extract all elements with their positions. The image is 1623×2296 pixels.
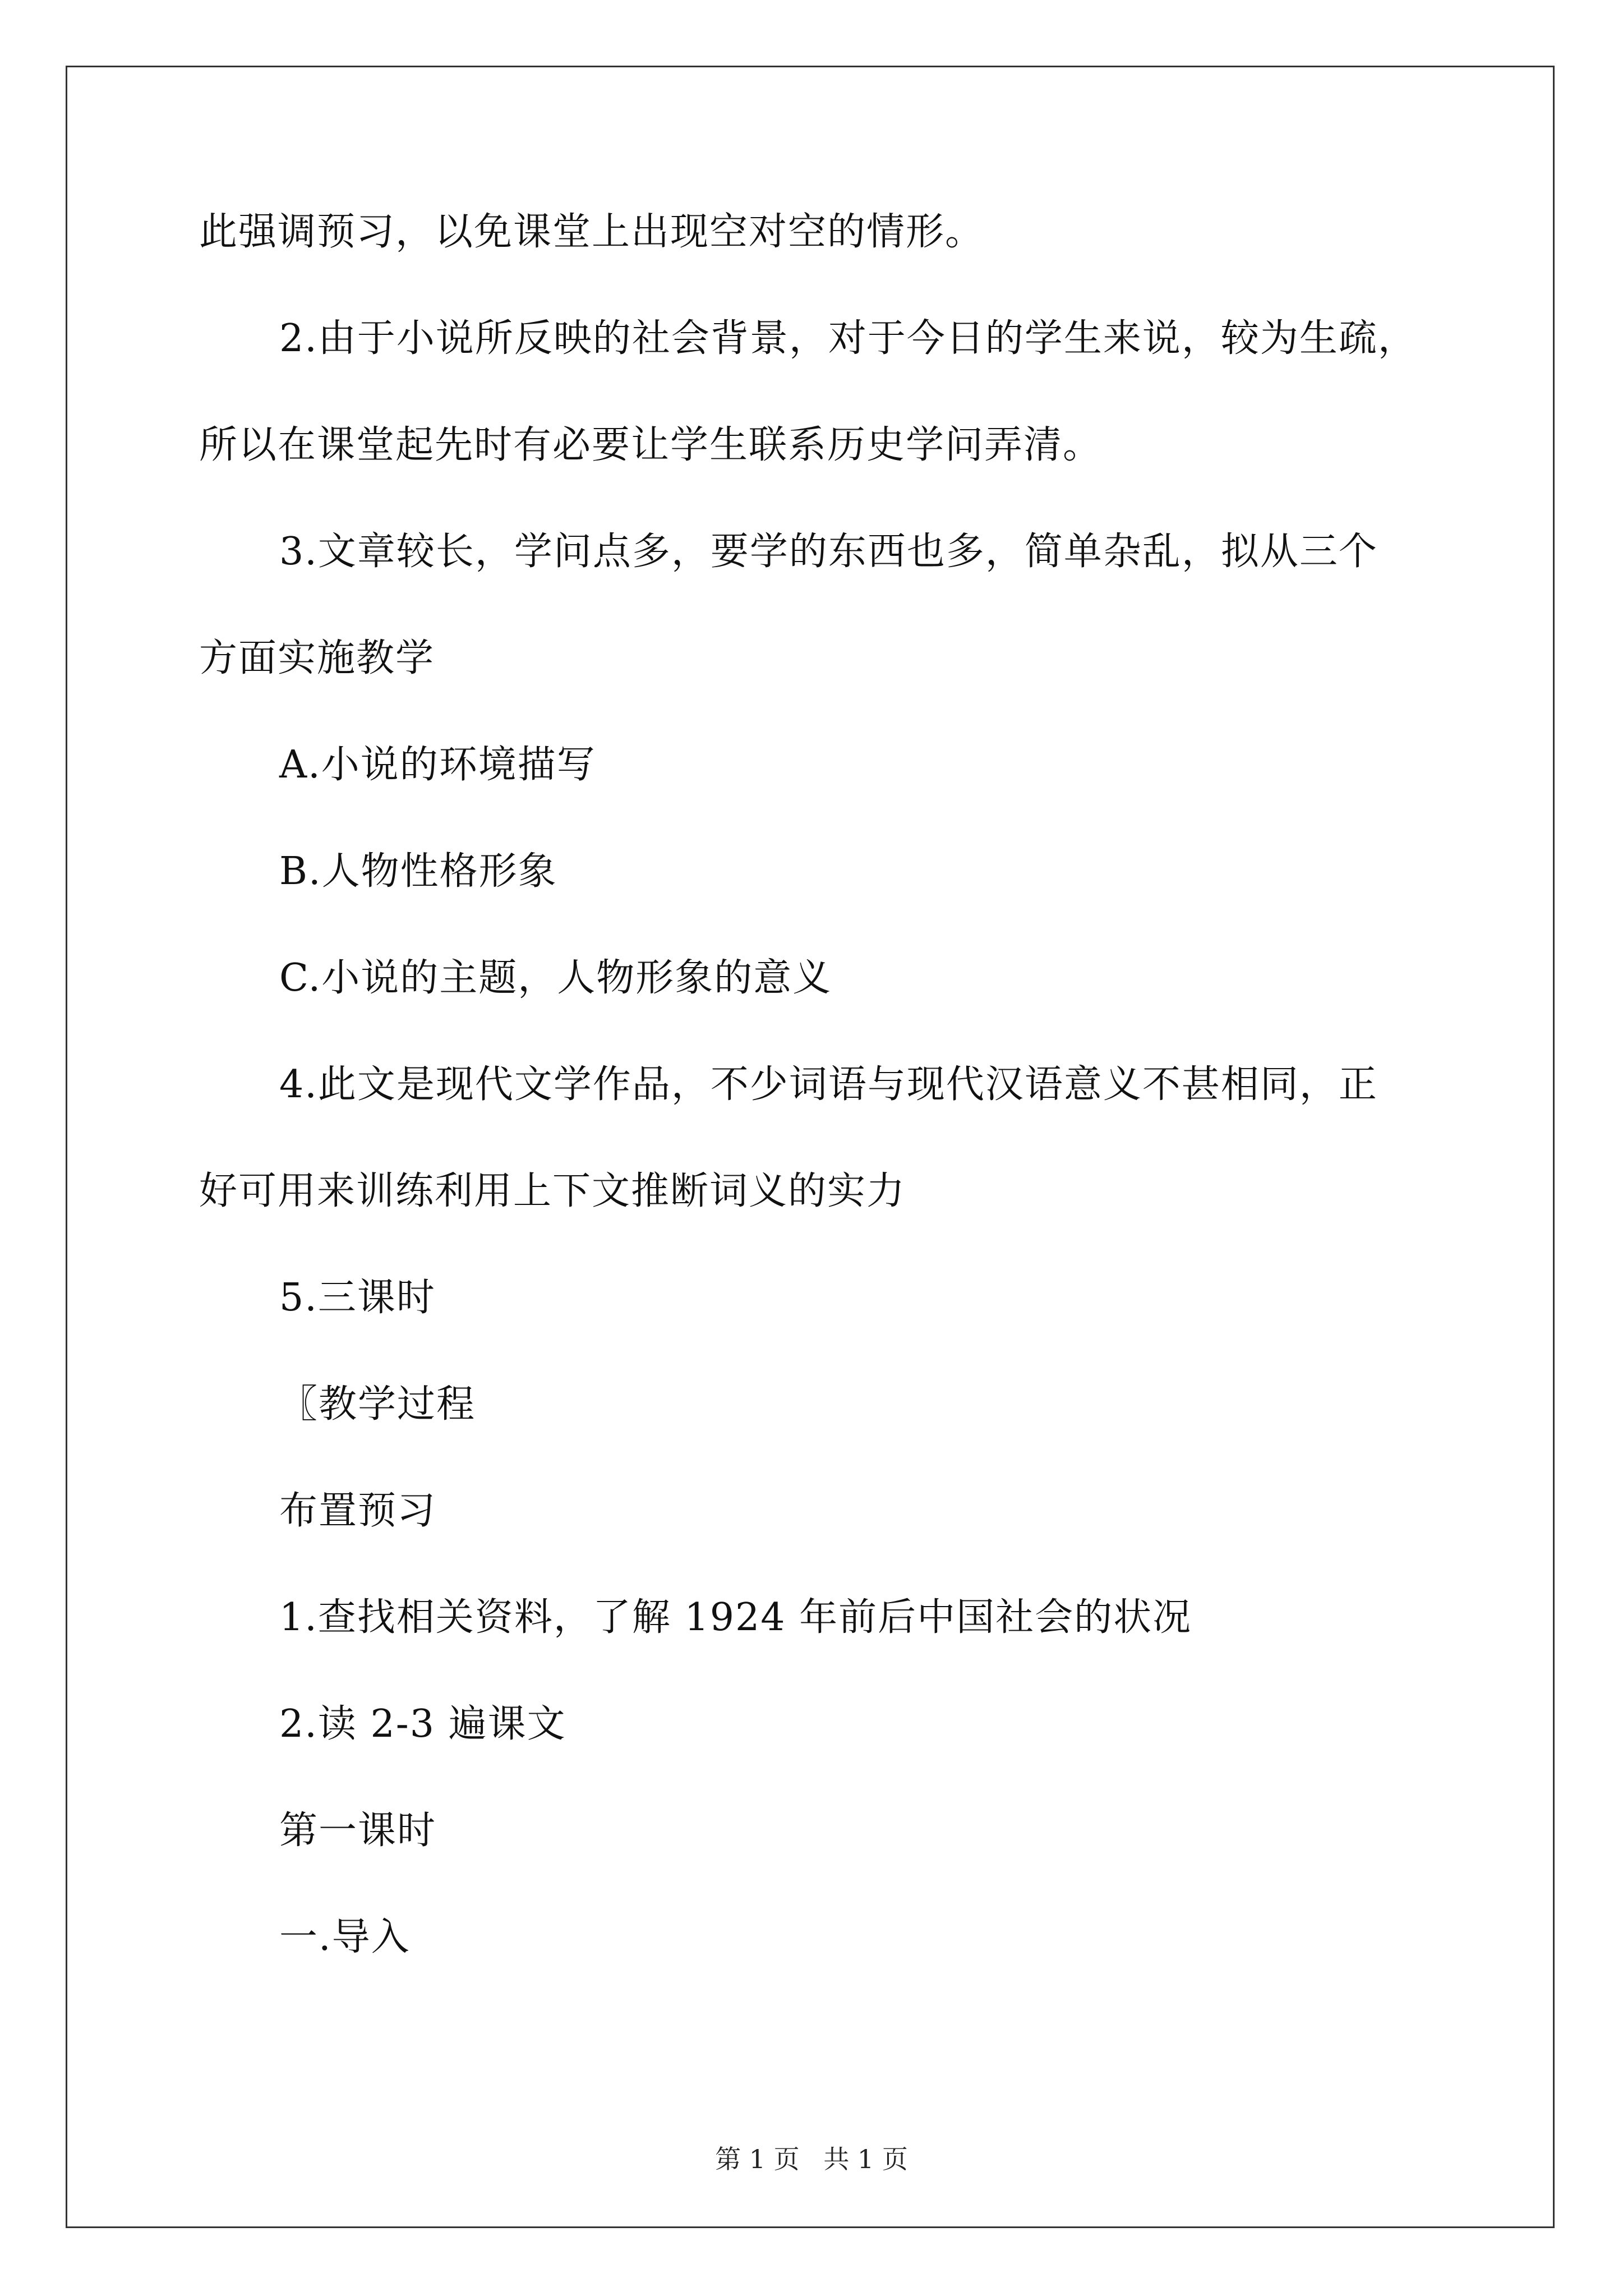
section-heading: 〖教学过程	[279, 1382, 476, 1427]
paragraph-line: 3.文章较长，学问点多，要学的东西也多，简单杂乱，拟从三个	[279, 530, 1378, 574]
paragraph-line: 好可用来训练利用上下文推断词义的实力	[199, 1169, 906, 1213]
paragraph-line: 2.读 2-3 遍课文	[279, 1702, 566, 1746]
paragraph-line: 2.由于小说所反映的社会背景，对于今日的学生来说，较为生疏，	[279, 316, 1417, 361]
page-number-current: 第 1 页	[715, 2144, 800, 2174]
paragraph-line: 5.三课时	[279, 1276, 436, 1320]
page-footer	[0, 2146, 1623, 2172]
paragraph-line: 此强调预习，以免课堂上出现空对空的情形。	[199, 210, 985, 254]
paragraph-line: 方面实施教学	[199, 636, 435, 680]
paragraph-line: B.人物性格形象	[279, 849, 557, 894]
paragraph-line: 4.此文是现代文学作品，不少词语与现代汉语意义不甚相同，正	[279, 1062, 1378, 1107]
section-heading: 一.导入	[279, 1915, 411, 1959]
page-number-total: 共 1 页	[823, 2144, 908, 2174]
section-heading: 布置预习	[279, 1489, 437, 1533]
section-heading: 第一课时	[279, 1809, 437, 1853]
paragraph-line: C.小说的主题，人物形象的意义	[279, 956, 832, 1000]
paragraph-line: A.小说的环境描写	[279, 743, 596, 787]
paragraph-line: 所以在课堂起先时有必要让学生联系历史学问弄清。	[199, 423, 1103, 467]
document-body	[199, 210, 1461, 1959]
paragraph-line: 1.查找相关资料，了解 1924 年前后中国社会的状况	[279, 1595, 1192, 1640]
